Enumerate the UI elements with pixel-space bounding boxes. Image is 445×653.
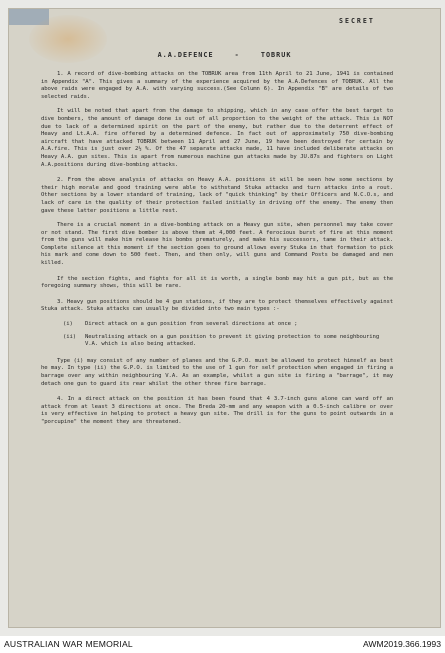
paragraph-3-cont: Type (i) may consist of any number of planes and the G.P.O. must be allowed to protect himself as best he may. In type (ii) the G.P.O. is limited to the use of 1 gun for self protection when engaged in firing a barrage over any within neighbouring V.A. As an example, whilst a gun site is firing a "barrage", it may detach one gun to guard its rear whilst the other three fire barrage. bbox=[41, 357, 393, 387]
list-item bbox=[63, 321, 393, 329]
title-dash: - bbox=[234, 51, 240, 59]
list-item-number: (ii) bbox=[63, 333, 77, 340]
title-left: A.A.DEFENCE bbox=[157, 51, 214, 59]
attack-types-list bbox=[63, 321, 393, 349]
paragraph-1: 1. A record of dive-bombing attacks on the TOBRUK area from 11th April to 21 June, 1941 is contained in Appendix "A". This gives a summary of the experience acquired by the A.A.Defences of TOBRUK. All the above raids were engaged by A.A. with varying success.(See Column 6). In Appendix "B" are details of two selected raids. bbox=[41, 71, 393, 100]
document-title bbox=[9, 51, 440, 59]
document-body bbox=[41, 71, 393, 434]
paragraph-1-cont: It will be noted that apart from the damage to shipping, which in any case offer the best target to dive bombers, the amount of damage done is out of all proportion to the weight of the attack. This is NOT due to lack of a determined spirit on the part of the enemy, but rather due to the deterrent effect of Heavy and Lt.A.A. fire offered by a determined defence. In fact out of approximately 750 dive-bombing aircraft that have attacked TOBRUK between 11 April and 27 June, 19 have been destroyed for certain by A.A.fire. This is just over 2½ %. Of the 47 separate attacks made, 11 have included deliberate attacks on Heavy A.A. gun sites. This is apart from numerous machine gun attacks made by JU.87s and fighters on Light A.A.positions during dive-bombing attacks. bbox=[41, 108, 393, 168]
institution-label: AUSTRALIAN WAR MEMORIAL bbox=[4, 639, 133, 649]
catalog-id: AWM2019.366.1993 bbox=[362, 639, 441, 649]
paragraph-2-cont: There is a crucial moment in a dive-bombing attack on a Heavy gun site, when personnel may take cover or not stand. The first dive bomber is above them at 4,000 feet. A ferocious burst of fire at this moment from the guns will make him release his bombs prematurely, and make his successors, tame in their attack. Complete silence at this moment if the section goes to ground allows every Stuka in that formation to pick his mark and come down to 500 feet. Then, and then only, will guns and Command Posts be damaged and men killed. bbox=[41, 222, 393, 267]
paragraph-4: 4. In a direct attack on the position it has been found that 4 3.7-inch guns alone can ward off an attack from at least 3 directions at once. The Breda 20-mm and any weapon with a 0.5-inch calibre or over is very effective in helping to protect a heavy gun site. The drill is for the guns to point outwards in a "porcupine" the moment they are threatened. bbox=[41, 396, 393, 425]
list-item-text: Direct attack on a gun position from several directions at once ; bbox=[85, 321, 298, 328]
archive-footer bbox=[0, 636, 445, 653]
title-right: TOBRUK bbox=[260, 51, 292, 59]
paragraph-2: 2. From the above analysis of attacks on Heavy A.A. positions it will be seen how some sections by their high morale and good training were able to withstand Stuka attacks and turn attacks into a rout. Other sections by a lower standard of training, lack of "quick thinking" by their Officers and N.C.O.s, and lack of care in the quality of their protection failed initially in driving off the enemy. The enemy then gave these latter positions a little rest. bbox=[41, 177, 393, 214]
list-item bbox=[63, 334, 393, 349]
paragraph-3: 3. Heavy gun positions should be 4 gun stations, if they are to protect themselves effectively against Stuka attack. Stuka attacks can usually be divided into two main types :- bbox=[41, 298, 393, 313]
classification-marking: SECRET bbox=[339, 17, 375, 25]
paragraph-2-cont-b: If the section fights, and fights for all it is worth, a single bomb may hit a gun pit, but as the foregoing summary shows, this will be rare. bbox=[41, 275, 393, 290]
document-page bbox=[8, 8, 441, 628]
list-item-text: Neutralising attack on a gun position to prevent it giving protection to some neighbouring V.A. which is also being attacked. bbox=[85, 333, 380, 348]
list-item-number: (i) bbox=[63, 321, 73, 328]
